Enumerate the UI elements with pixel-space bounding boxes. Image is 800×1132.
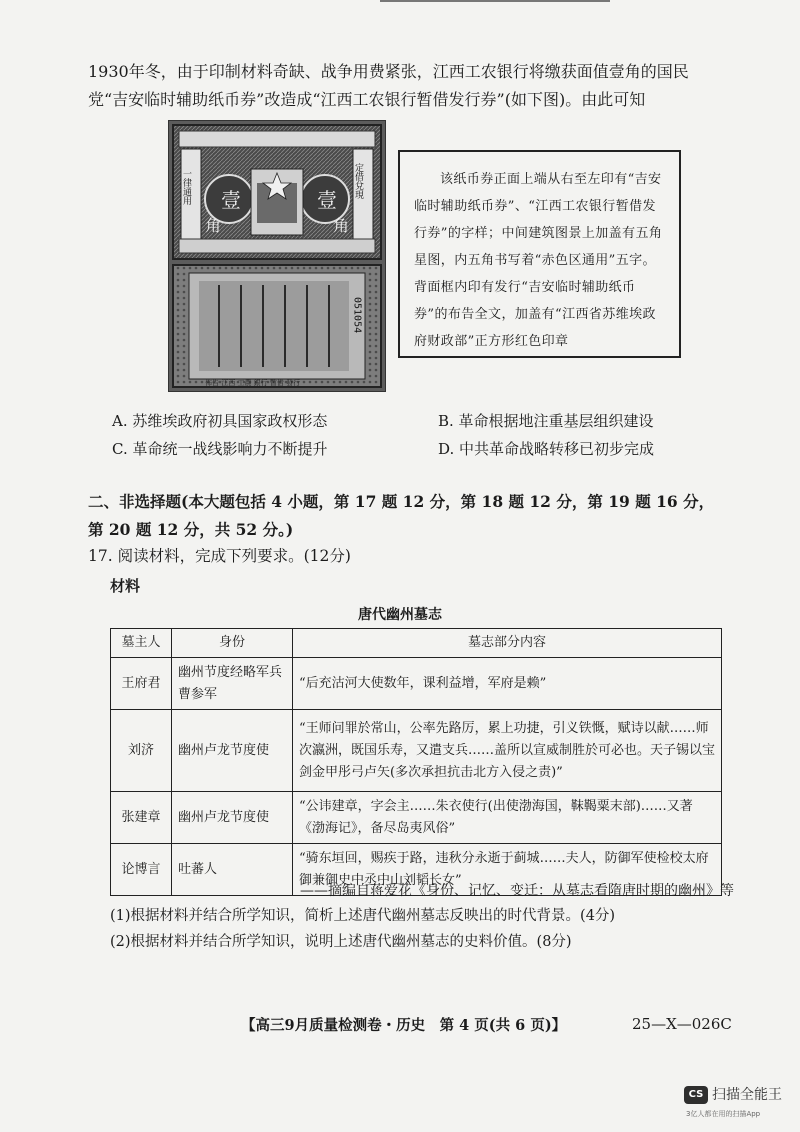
option-d[interactable]: D. 中共革命战略转移已初步完成 bbox=[438, 440, 655, 458]
banknote-image bbox=[168, 120, 386, 392]
cell-owner: 刘济 bbox=[111, 710, 172, 792]
cell-identity: 吐蕃人 bbox=[172, 844, 293, 896]
banknote-side-right: 定借兌現 bbox=[353, 163, 363, 199]
camscanner-logo-icon: CS bbox=[684, 1086, 708, 1104]
banknote-description-text: 该纸币券正面上端从右至左印有“吉安临时辅助纸币券”、“江西工农银行暂借发行券”的字样；中间建筑图景上加盖有五角星图，内五角书写着“赤色区通用”五字。背面框内印有发行“吉安临时辅助纸币券”的布告全文，加盖有“江西省苏维埃政府财政部”正方形红色印章 bbox=[414, 172, 663, 349]
banknote-side-left: 一律通用 bbox=[181, 169, 191, 205]
denomination-left-unit: 角 bbox=[205, 216, 222, 235]
material-label: 材料 bbox=[110, 577, 141, 595]
table-header-row bbox=[111, 629, 722, 658]
banknote-illustration bbox=[169, 121, 385, 391]
cell-content: “王师问罪於常山，公率先路厉，累上功捷，引义铁慨，赋诗以献……师次瀛洲，既国乐寿，又遣支兵……盖所以宣威制胜於可必也。天子锡以宝剑金甲彤弓卢矢(多次承担抗击北方入侵之责)” bbox=[293, 710, 722, 792]
banknote-description-box bbox=[398, 150, 681, 358]
question-16-stem bbox=[88, 58, 728, 114]
cell-identity: 幽州卢龙节度使 bbox=[172, 710, 293, 792]
header-content: 墓志部分内容 bbox=[293, 629, 722, 658]
cell-identity: 幽州节度经略军兵曹参军 bbox=[172, 658, 293, 710]
option-c[interactable]: C. 革命统一战线影响力不断提升 bbox=[112, 440, 328, 458]
cell-content: “骑东垣回，赐疾于路，违秋分永逝于蓟城……夫人，防御军使检校太府御兼御史中丞中山刘韬长女” bbox=[293, 844, 722, 896]
sub-question-1: (1)根据材料并结合所学知识，简析上述唐代幽州墓志反映出的时代背景。(4分) bbox=[110, 908, 616, 924]
header-identity: 身份 bbox=[172, 629, 293, 658]
banknote-back-text: 佈告 江西 工農 銀行 暫借 發行 bbox=[205, 379, 301, 387]
table-row bbox=[111, 658, 722, 710]
question-16-text: 1930年冬，由于印制材料奇缺、战争用费紧张，江西工农银行将缴获面值壹角的国民党“吉安临时辅助纸币券”改造成“江西工农银行暂借发行券”(如下图)。由此可知 bbox=[88, 62, 689, 109]
cell-identity: 幽州卢龙节度使 bbox=[172, 792, 293, 844]
scanner-tagline: 3亿人都在用的扫描App bbox=[686, 1110, 761, 1118]
source-citation: ——摘编自蒋爱花《身份、记忆、变迁：从墓志看隋唐时期的幽州》等 bbox=[300, 883, 734, 899]
exam-code: 25—X—026C bbox=[632, 1015, 732, 1033]
option-b[interactable]: B. 革命根据地注重基层组织建设 bbox=[438, 412, 654, 430]
denomination-right: 壹 bbox=[317, 188, 337, 212]
cell-owner: 论博言 bbox=[111, 844, 172, 896]
epitaph-table bbox=[110, 628, 722, 896]
table-title: 唐代幽州墓志 bbox=[358, 607, 442, 623]
option-a[interactable]: A. 苏维埃政府初具国家政权形态 bbox=[112, 412, 328, 430]
cell-owner: 张建章 bbox=[111, 792, 172, 844]
section-2-heading: 二、非选择题(本大题包括 4 小题，第 17 题 12 分，第 18 题 12 分，第 19 题 16 分，第 20 题 12 分，共 52 分。) bbox=[88, 492, 715, 539]
table-row bbox=[111, 710, 722, 792]
table-row bbox=[111, 792, 722, 844]
question-17-stem: 17. 阅读材料，完成下列要求。(12分) bbox=[88, 547, 351, 565]
header-owner: 墓主人 bbox=[111, 629, 172, 658]
cell-content: “后充沽河大使数年，课利益增，军府是赖” bbox=[293, 658, 722, 710]
top-border-line bbox=[380, 0, 610, 2]
sub-question-2: (2)根据材料并结合所学知识，说明上述唐代幽州墓志的史料价值。(8分) bbox=[110, 934, 572, 950]
scanner-app-name: 扫描全能王 bbox=[712, 1087, 782, 1103]
banknote-serial: 051054 bbox=[351, 297, 363, 334]
denomination-right-unit: 角 bbox=[333, 216, 350, 235]
cell-owner: 王府君 bbox=[111, 658, 172, 710]
cell-content: “公讳建章，字会主……朱衣使行(出使渤海国，靺鞨粟末部)……又著《渤海记》，备尽岛夷风俗” bbox=[293, 792, 722, 844]
page-footer: 【高三9月质量检测卷・历史 第 4 页(共 6 页)】 bbox=[241, 1017, 567, 1034]
denomination-left: 壹 bbox=[221, 188, 241, 212]
